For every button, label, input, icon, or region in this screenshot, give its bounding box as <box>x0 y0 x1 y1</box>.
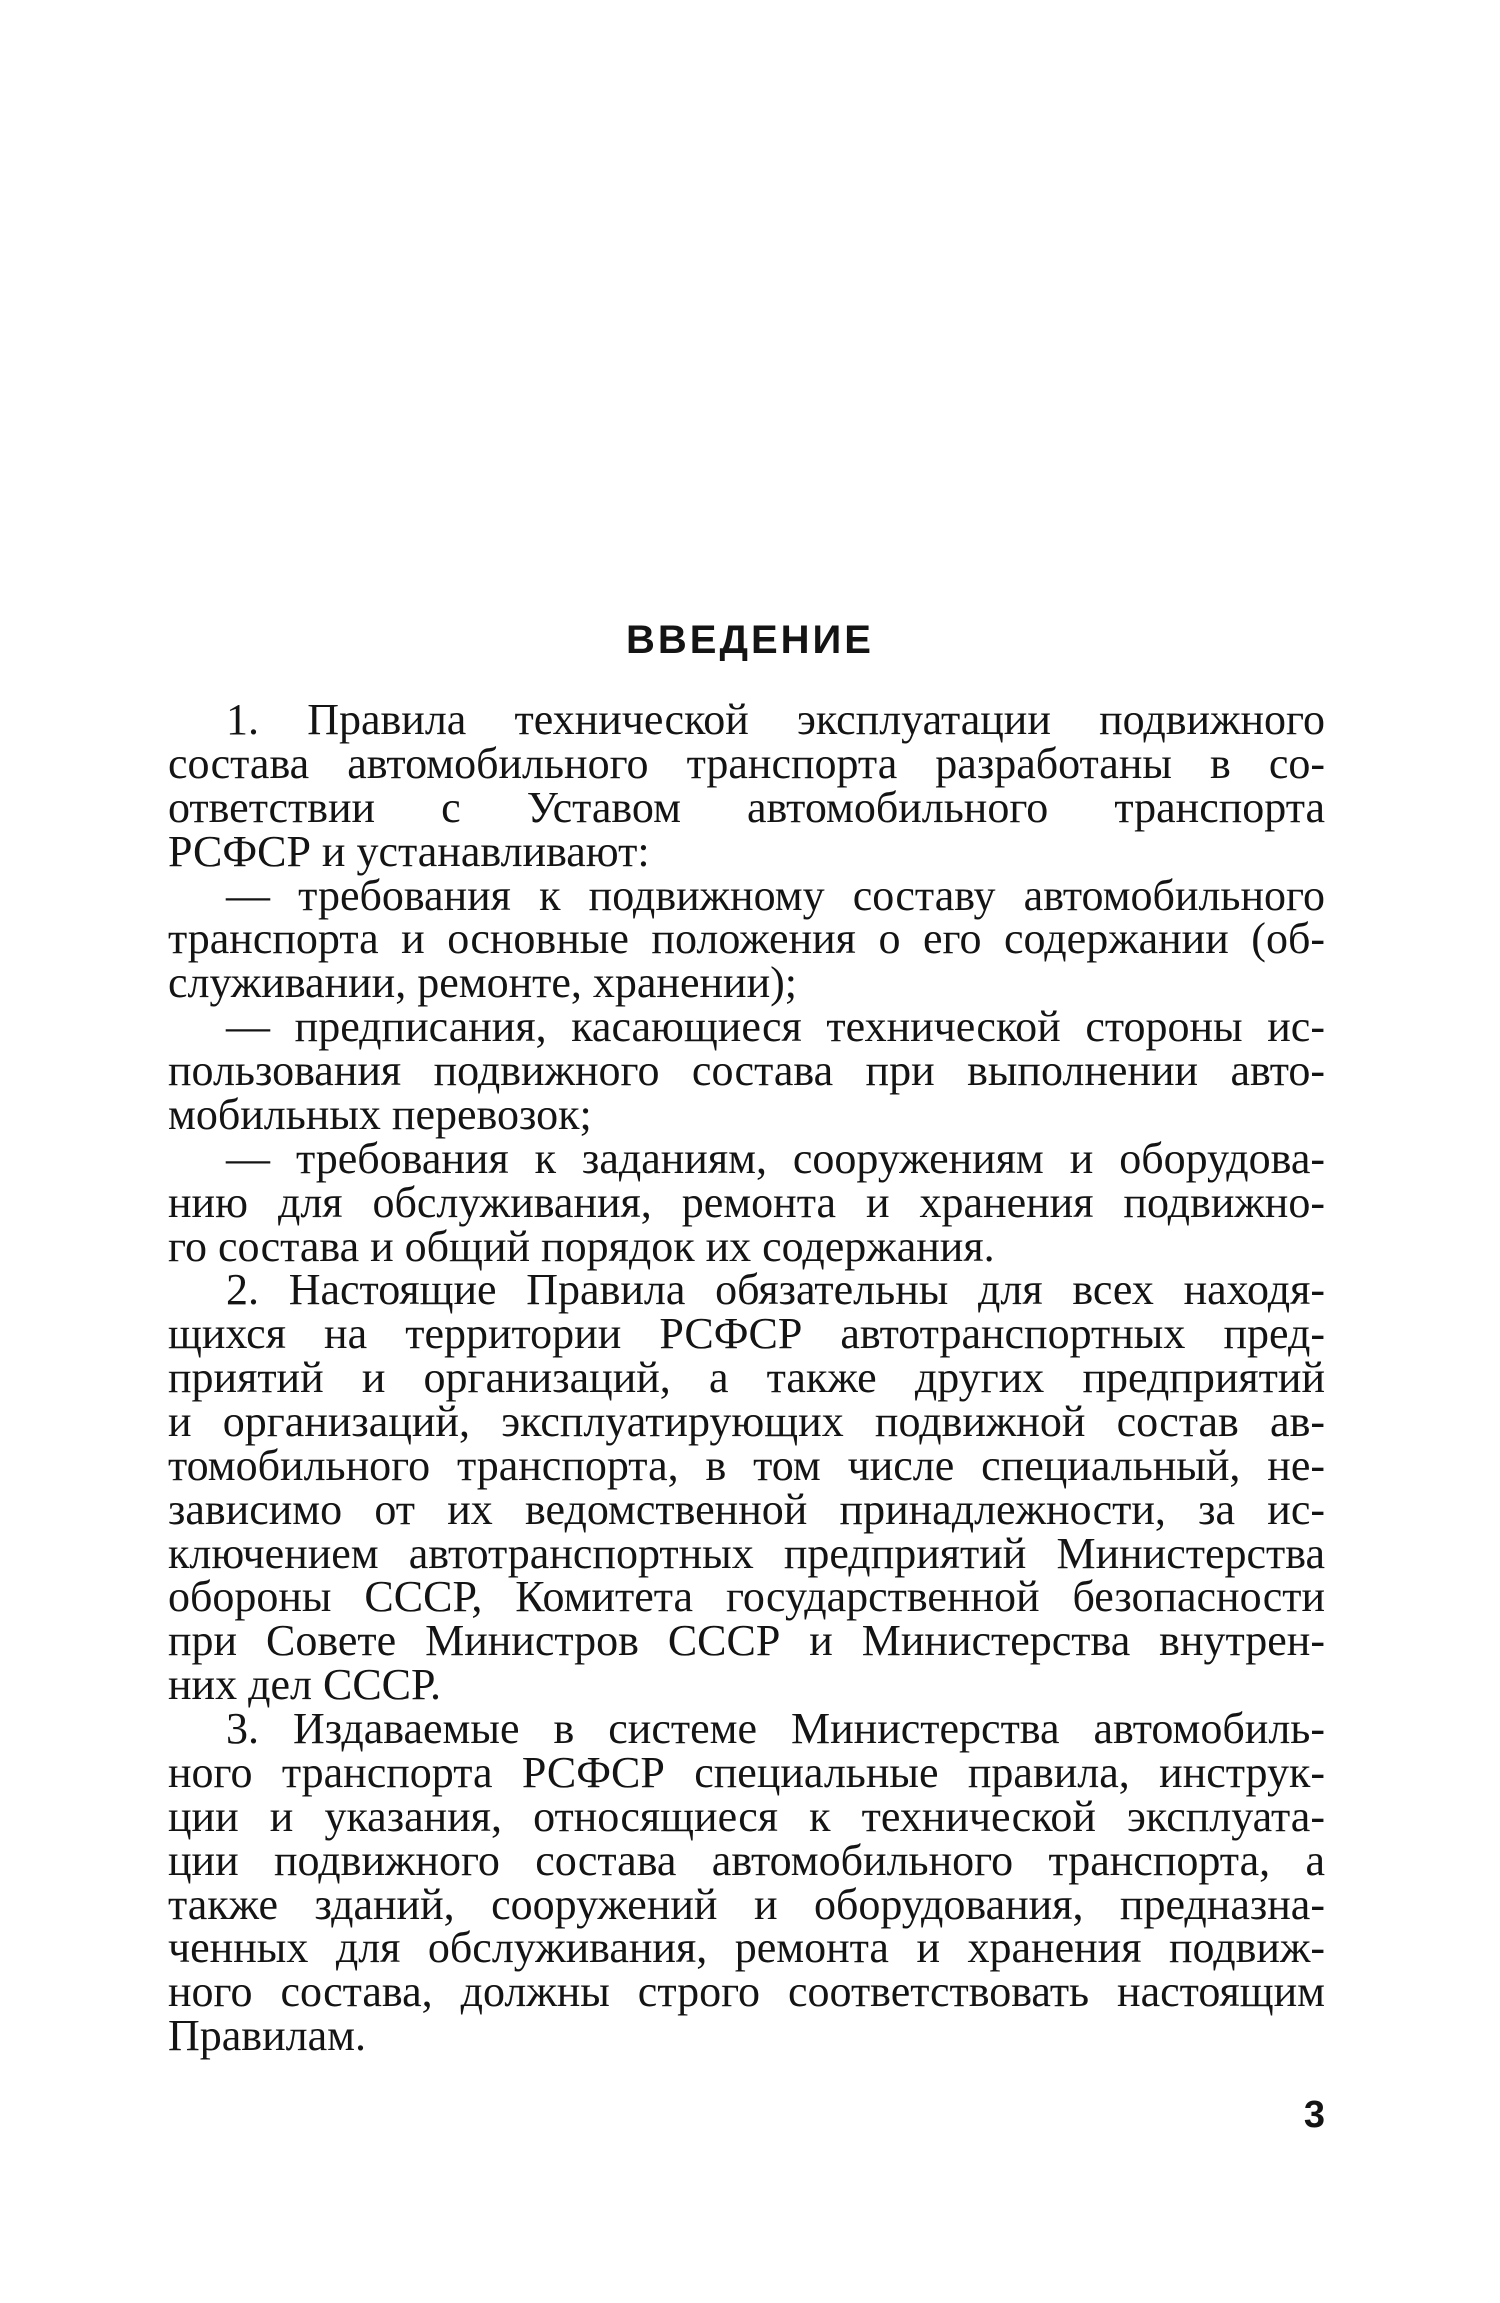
text-line: транспорта и основные положения о его содержании (об- <box>168 914 1325 964</box>
text-line: го состава и общий порядок их содержания. <box>168 1221 995 1271</box>
text-line: — требования к подвижному составу автомобильного <box>226 870 1325 920</box>
text-line: Правилам. <box>168 2011 366 2061</box>
text-line: приятий и организаций, а также других предприятий <box>168 1353 1325 1403</box>
text-line: ции и указания, относящиеся к технической эксплуата- <box>168 1791 1325 1841</box>
text-line: состава автомобильного транспорта разработаны в со- <box>168 738 1325 788</box>
text-line: ключением автотранспортных предприятий Министерства <box>168 1528 1325 1578</box>
text-line: ченных для обслуживания, ремонта и хранения подвиж- <box>168 1923 1325 1973</box>
text-line: также зданий, сооружений и оборудования, предназна- <box>168 1879 1325 1929</box>
text-line: зависимо от их ведомственной принадлежности, за ис- <box>168 1484 1325 1534</box>
text-line: мобильных перевозок; <box>168 1089 592 1139</box>
text-line: и организаций, эксплуатирующих подвижной состав ав- <box>168 1396 1325 1446</box>
text-line: РСФСР и устанавливают: <box>168 826 650 876</box>
text-line: ответствии с Уставом автомобильного транспорта <box>168 782 1325 832</box>
text-line: ного транспорта РСФСР специальные правила, инструк- <box>168 1747 1325 1797</box>
text-line: 1. Правила технической эксплуатации подвижного <box>226 695 1325 744</box>
text-line: служивании, ремонте, хранении); <box>168 958 798 1008</box>
text-line: ции подвижного состава автомобильного транспорта, а <box>168 1835 1325 1885</box>
text-line: — требования к заданиям, сооружениям и оборудова- <box>226 1133 1325 1183</box>
text-line: щихся на территории РСФСР автотранспортных пред- <box>168 1309 1325 1359</box>
text-line: 2. Настоящие Правила обязательны для всех находя- <box>226 1265 1325 1315</box>
page-number: 3 <box>1303 2094 1325 2136</box>
text-line: 3. Издаваемые в системе Министерства автомобиль- <box>226 1704 1325 1753</box>
text-line: пользования подвижного состава при выполнении авто- <box>168 1046 1325 1095</box>
section-heading: ВВЕДЕНИЕ <box>626 618 874 662</box>
text-line: обороны СССР, Комитета государственной безопасности <box>168 1572 1325 1622</box>
text-line: ного состава, должны строго соответствовать настоящим <box>168 1967 1325 2017</box>
text-line: них дел СССР. <box>168 1660 441 1710</box>
text-line: — предписания, касающиеся технической стороны ис- <box>226 1002 1325 1052</box>
text-line: томобильного транспорта, в том числе специальный, не- <box>168 1440 1325 1490</box>
text-line: при Совете Министров СССР и Министерства внутрен- <box>168 1616 1325 1666</box>
text-line: нию для обслуживания, ремонта и хранения подвижно- <box>168 1177 1325 1227</box>
